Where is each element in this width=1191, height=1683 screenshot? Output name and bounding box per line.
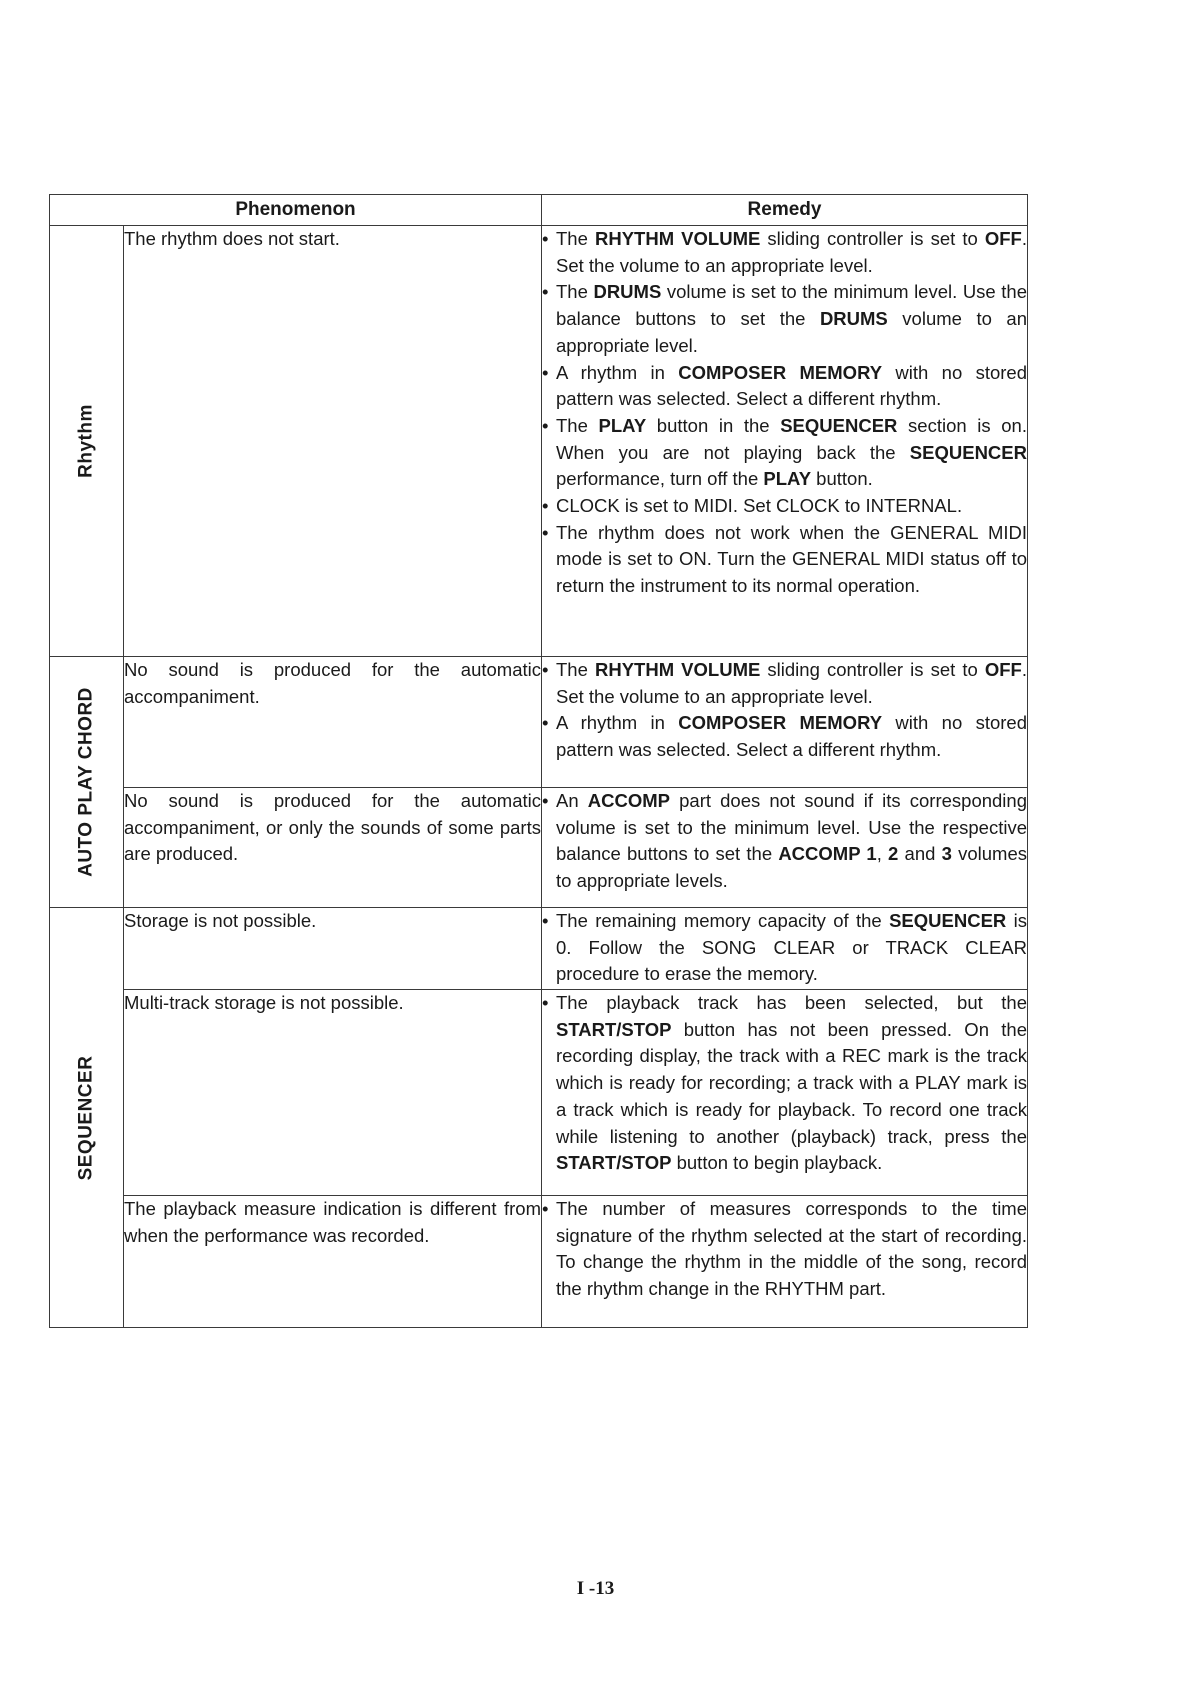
page-number: I -13 [576, 1578, 615, 1599]
remedy-text: The playback track has been selected, but the START/STOP button has not been pressed. On the recording display, the track with a REC mark is the track which is ready for recording; a track with a PLAY mark is a track which is ready for playback. To record one track while listening to another (playback) track, press the START/STOP button to begin playback. [556, 992, 1027, 1174]
phenomenon-cell: Multi-track storage is not possible. [124, 990, 542, 1196]
bullet-icon: • [542, 659, 549, 680]
bullet-icon: • [542, 790, 549, 811]
phenomenon-cell: Storage is not possible. [124, 908, 542, 990]
bullet-icon: • [542, 228, 549, 249]
remedy-cell [542, 226, 1028, 657]
remedy-item [542, 360, 1027, 413]
category-cell-auto-play-chord [50, 657, 124, 908]
remedy-item [542, 413, 1027, 493]
category-cell-rhythm [50, 226, 124, 657]
remedy-cell [542, 788, 1028, 908]
remedy-text: The PLAY button in the SEQUENCER section is on. When you are not playing back the SEQUENCER performance, turn off the PLAY button. [556, 414, 1027, 490]
remedy-text: The DRUMS volume is set to the minimum level. Use the balance buttons to set the DRUMS volume to an appropriate level. [556, 281, 1027, 356]
phenomenon-cell: The playback measure indication is different from when the performance was recorded. [124, 1196, 542, 1328]
phenomenon-cell: The rhythm does not start. [124, 226, 542, 657]
category-label: AUTO PLAY CHORD [75, 687, 97, 877]
remedy-text: The RHYTHM VOLUME sliding controller is set to OFF. Set the volume to an appropriate level. [556, 659, 1027, 707]
remedy-item [542, 520, 1027, 600]
remedy-item [542, 226, 1027, 279]
phenomenon-cell: No sound is produced for the automatic accompaniment, or only the sounds of some parts are produced. [124, 788, 542, 908]
table-row [50, 788, 1028, 908]
table-row [50, 226, 1028, 657]
remedy-text: The rhythm does not work when the GENERAL MIDI mode is set to ON. Turn the GENERAL MIDI status off to return the instrument to its normal operation. [556, 521, 1027, 597]
bullet-icon: • [542, 910, 549, 931]
table-body [50, 226, 1028, 1328]
remedy-item [542, 990, 1027, 1177]
remedy-text: An ACCOMP part does not sound if its corresponding volume is set to the minimum level. Use the respective balance buttons to set the ACCOMP 1, 2 and 3 volumes to appropriate levels. [556, 790, 1027, 892]
bullet-icon: • [542, 281, 549, 303]
remedy-item [542, 1196, 1027, 1303]
remedy-text: The number of measures corresponds to the time signature of the rhythm selected at the start of recording. To change the rhythm in the middle of the song, record the rhythm change in the RHYTHM part. [556, 1198, 1027, 1300]
remedy-cell [542, 1196, 1028, 1328]
remedy-item [542, 493, 1027, 520]
remedy-item [542, 908, 1027, 988]
phenomenon-header: Phenomenon [50, 195, 542, 226]
remedy-item [542, 279, 1027, 359]
remedy-item [542, 657, 1027, 710]
category-label: SEQUENCER [75, 1055, 97, 1180]
table-row [50, 1196, 1028, 1328]
troubleshooting-table [49, 194, 1028, 1328]
bullet-icon: • [542, 521, 549, 543]
bullet-icon: • [542, 1198, 549, 1219]
remedy-header: Remedy [542, 195, 1028, 226]
table-header-row [50, 195, 1028, 226]
category-label: Rhythm [75, 404, 97, 478]
remedy-item [542, 788, 1027, 895]
remedy-text: CLOCK is set to MIDI. Set CLOCK to INTERNAL. [556, 495, 963, 517]
bullet-icon: • [542, 495, 549, 517]
phenomenon-cell: No sound is produced for the automatic accompaniment. [124, 657, 542, 788]
bullet-icon: • [542, 712, 549, 734]
remedy-text: The remaining memory capacity of the SEQUENCER is 0. Follow the SONG CLEAR or TRACK CLEAR procedure to erase the memory. [556, 910, 1027, 985]
remedy-text: A rhythm in COMPOSER MEMORY with no stored pattern was selected. Select a different rhythm. [556, 361, 1027, 410]
category-cell-sequencer [50, 908, 124, 1328]
remedy-cell [542, 908, 1028, 990]
bullet-icon: • [542, 361, 549, 383]
remedy-text: The RHYTHM VOLUME sliding controller is set to OFF. Set the volume to an appropriate level. [556, 228, 1027, 276]
remedy-item [542, 710, 1027, 763]
table-row [50, 657, 1028, 788]
remedy-text: A rhythm in COMPOSER MEMORY with no stored pattern was selected. Select a different rhythm. [556, 712, 1027, 761]
remedy-cell [542, 657, 1028, 788]
table-row [50, 908, 1028, 990]
bullet-icon: • [542, 992, 549, 1013]
table-row [50, 990, 1028, 1196]
remedy-cell [542, 990, 1028, 1196]
bullet-icon: • [542, 414, 549, 436]
